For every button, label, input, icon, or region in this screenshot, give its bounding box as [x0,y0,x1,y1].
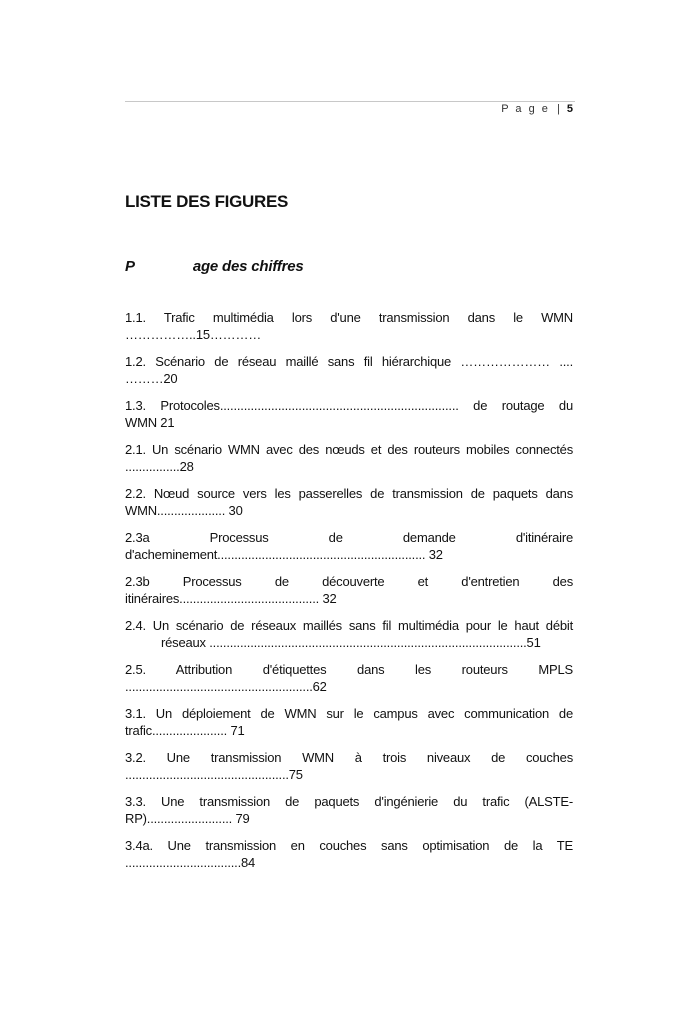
figure-entry-line1: 3.4a. Une transmission en couches sans optimisation de la TE [125,838,573,853]
figure-entry [125,441,573,475]
figure-entry-line1: 2.4. Un scénario de réseaux maillés sans fil multimédia pour le haut débit [125,618,573,633]
figure-entry [125,837,573,871]
figure-entry [125,749,573,783]
figure-entry [125,661,573,695]
figure-entry-line2: WMN 21 [125,415,175,430]
figure-entry [125,573,573,607]
figure-entry-line1: 1.3. Protocoles...................................................................... de routage du [125,398,573,413]
figure-entry-line2: WMN.................... 30 [125,503,243,518]
figure-entry-line2: ................................................75 [125,767,303,782]
figure-entry-line1: 1.1. Trafic multimédia lors d'une transmission dans le WMN [125,310,573,325]
page-number-header [501,103,573,115]
figure-entry-line1: 3.3. Une transmission de paquets d'ingénierie du trafic (ALSTE- [125,794,573,809]
figure-entry-line2: ……………..15………… [125,327,262,342]
figure-list [125,309,573,881]
page-number: 5 [566,103,573,115]
figure-entry-line1: 2.3a Processus de demande d'itinéraire [125,530,573,545]
figure-entry [125,529,573,563]
figure-entry-line2: ................28 [125,459,194,474]
figure-entry [125,793,573,827]
figure-entry-line2: RP)......................... 79 [125,811,250,826]
figure-entry-line1: 2.3b Processus de découverte et d'entretien des [125,574,573,589]
page-title: LISTE DES FIGURES [125,192,289,211]
figure-entry [125,309,573,343]
figure-entry [125,353,573,387]
section-subtitle [125,258,304,275]
page-separator: | [556,103,560,115]
subtitle-part-1: P [125,258,135,275]
figure-entry-line2: itinéraires......................................... 32 [125,591,337,606]
figure-entry-line1: 1.2. Scénario de réseau maillé sans fil hiérarchique ………………… .... [125,354,573,369]
figure-entry [125,397,573,431]
figure-entry-line2: ..................................84 [125,855,256,870]
figure-entry-line1: 2.2. Nœud source vers les passerelles de transmission de paquets dans [125,486,573,501]
subtitle-part-2: age des chiffres [192,258,304,275]
figure-entry-line2: trafic...................... 71 [125,723,245,738]
figure-entry-line1: 3.1. Un déploiement de WMN sur le campus avec communication de [125,706,573,721]
figure-entry-line2: d'acheminement............................................................. 32 [125,547,443,562]
figure-entry-line1: 3.2. Une transmission WMN à trois niveaux de couches [125,750,573,765]
page-label: P a g e [501,103,550,115]
figure-entry [125,485,573,519]
figure-entry-line2: réseaux .............................................................................................51 [161,635,541,650]
figure-entry [125,705,573,739]
figure-entry-line1: 2.5. Attribution d'étiquettes dans les routeurs MPLS [125,662,573,677]
figure-entry-line2: ………20 [125,371,178,386]
figure-entry-line1: 2.1. Un scénario WMN avec des nœuds et des routeurs mobiles connectés [125,442,573,457]
figure-entry-line2: .......................................................62 [125,679,327,694]
figure-entry [125,617,573,651]
header-rule [125,101,575,102]
